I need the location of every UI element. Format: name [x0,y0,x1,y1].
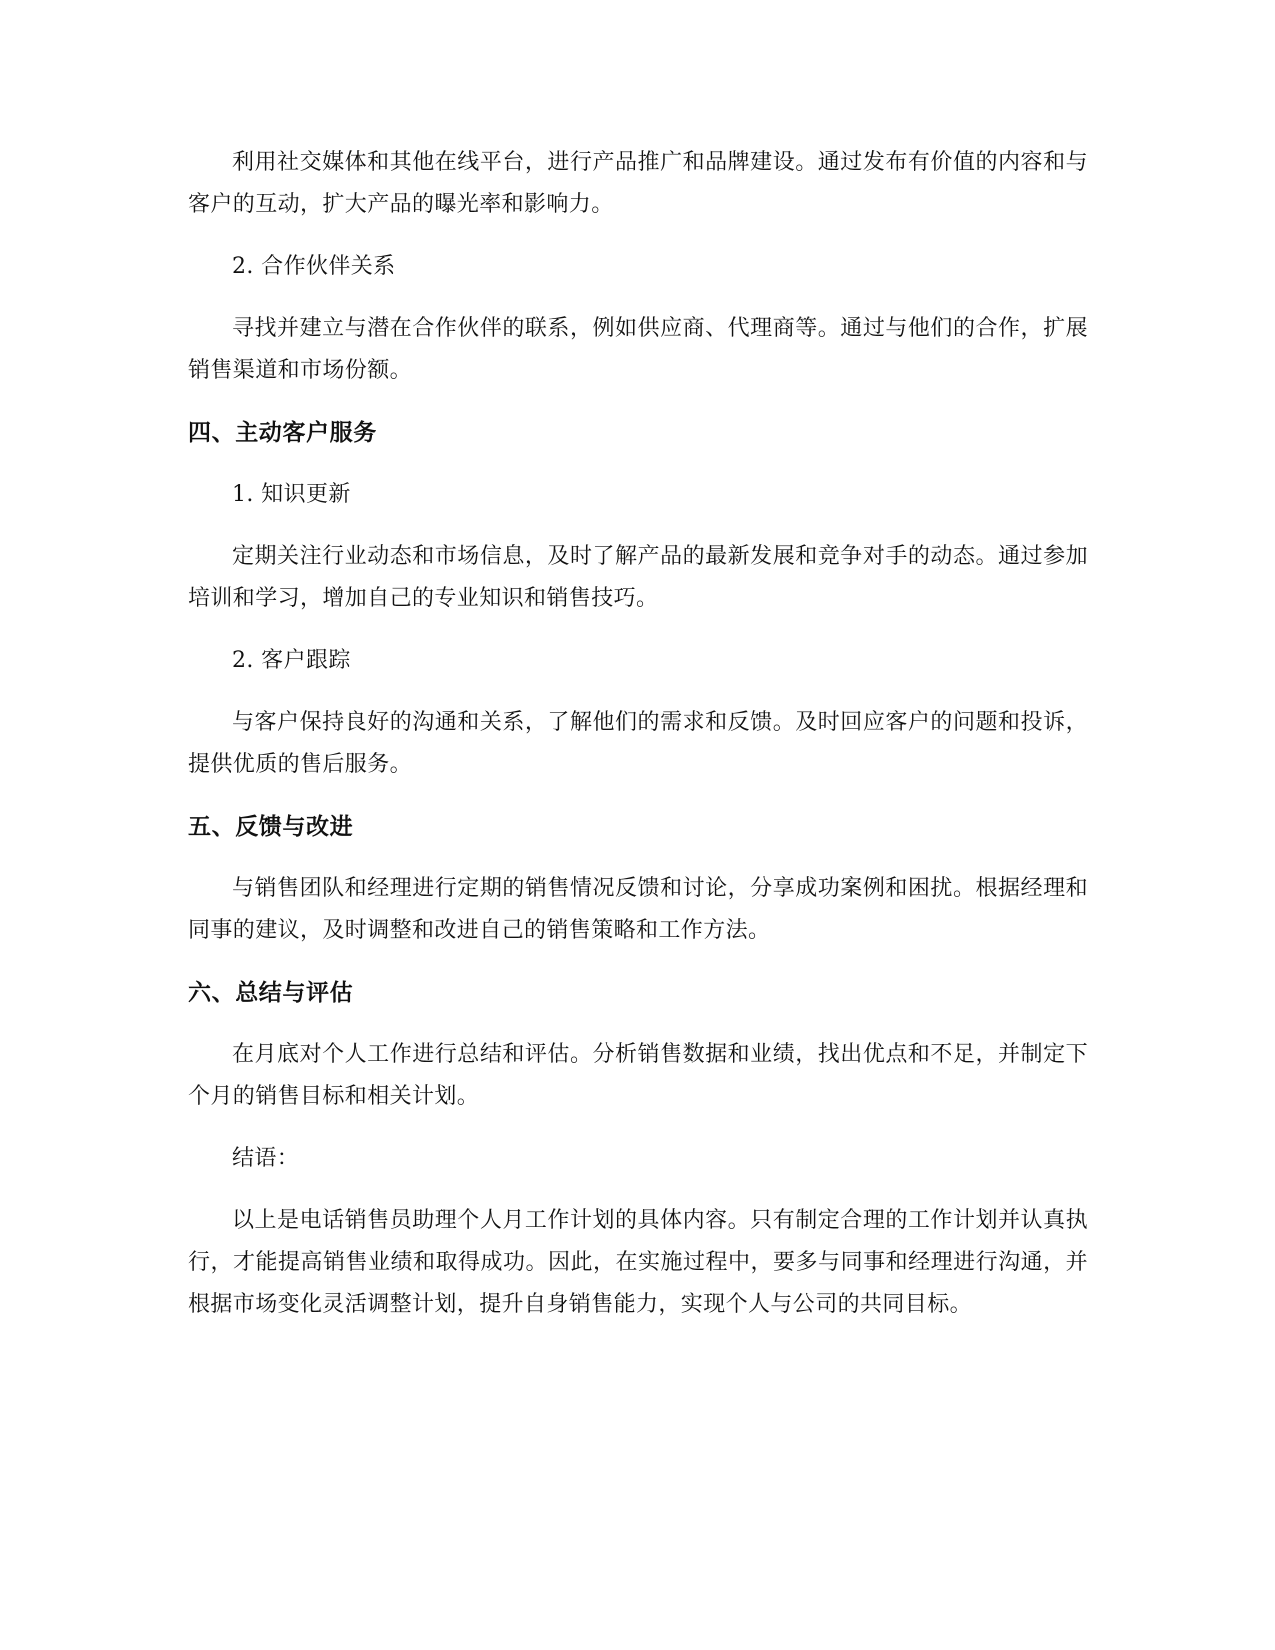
section-heading-summary: 六、总结与评估 [188,980,354,1006]
paragraph-social-media: 利用社交媒体和其他在线平台，进行产品推广和品牌建设。通过发布有价值的内容和与客户的互动，扩大产品的曝光率和影响力。 [188,150,1088,217]
paragraph-knowledge-update: 定期关注行业动态和市场信息，及时了解产品的最新发展和竞争对手的动态。通过参加培训和学习，增加自己的专业知识和销售技巧。 [188,544,1088,611]
paragraph-partners: 寻找并建立与潜在合作伙伴的联系，例如供应商、代理商等。通过与他们的合作，扩展销售渠道和市场份额。 [188,316,1088,383]
subheading-customer-tracking: 2. 客户跟踪 [232,648,351,673]
subheading-conclusion: 结语： [232,1146,300,1171]
subheading-knowledge-update: 1. 知识更新 [232,482,351,507]
paragraph-conclusion: 以上是电话销售员助理个人月工作计划的具体内容。只有制定合理的工作计划并认真执行，才能提高销售业绩和取得成功。因此，在实施过程中，要多与同事和经理进行沟通，并根据市场变化灵活调整计划，提升自身销售能力，实现个人与公司的共同目标。 [188,1208,1088,1317]
document-body [188,142,1088,1346]
paragraph-summary: 在月底对个人工作进行总结和评估。分析销售数据和业绩，找出优点和不足，并制定下个月的销售目标和相关计划。 [188,1042,1088,1109]
subheading-partners: 2. 合作伙伴关系 [232,254,396,279]
section-heading-feedback: 五、反馈与改进 [188,814,354,840]
paragraph-customer-tracking: 与客户保持良好的沟通和关系，了解他们的需求和反馈。及时回应客户的问题和投诉，提供优质的售后服务。 [188,710,1088,777]
paragraph-feedback: 与销售团队和经理进行定期的销售情况反馈和讨论，分享成功案例和困扰。根据经理和同事的建议，及时调整和改进自己的销售策略和工作方法。 [188,876,1088,943]
section-heading-customer-service: 四、主动客户服务 [188,420,377,446]
